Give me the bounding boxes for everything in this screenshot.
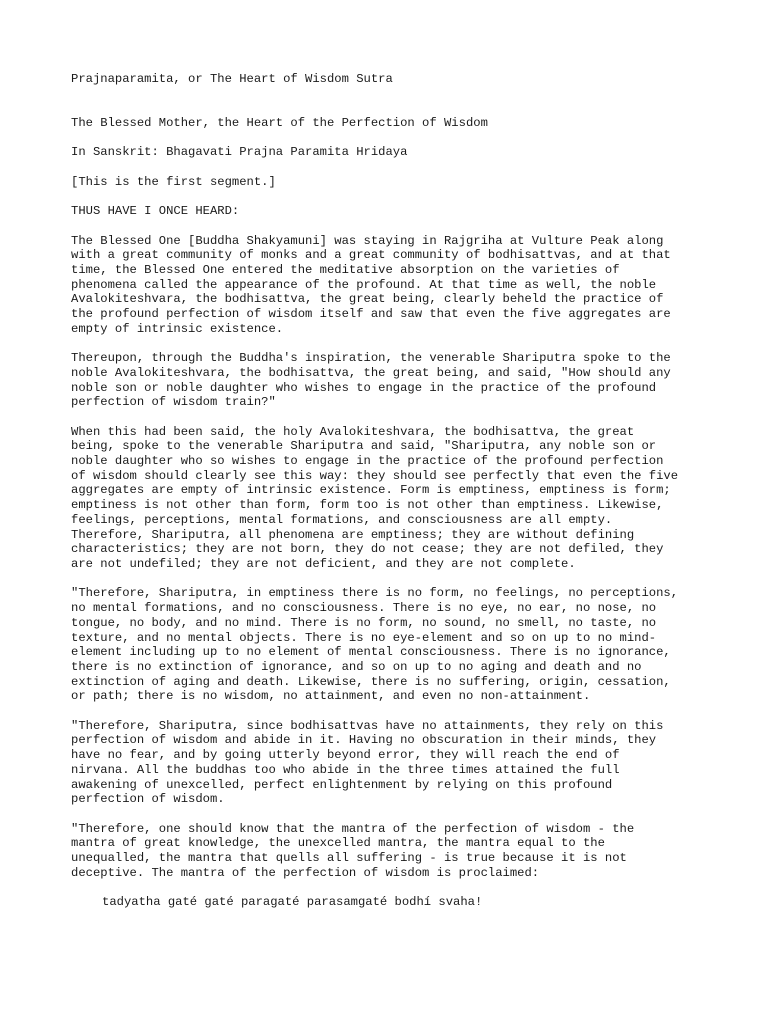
- opening-paragraph: THUS HAVE I ONCE HEARD:: [71, 204, 240, 219]
- document-title: Prajnaparamita, or The Heart of Wisdom Sutra: [71, 72, 393, 86]
- document-body: [71, 116, 711, 925]
- body-paragraph: "Therefore, Shariputra, in emptiness there is no form, no feelings, no perceptions, no mental formations, and no consciousness. There is no eye, no ear, no nose, no tongue, no body, and no mind. There is no form, no sound, no smell, no taste, no texture, and no mental objects. There is no eye-element and so on up to no mind- element including up to no element of mental consciousness. There is no ignorance, there is no extinction of ignorance, and so on up to no aging and death and no extinction of aging and death. Likewise, there is no suffering, origin, cessation, or path; there is no wisdom, no attainment, and even no non-attainment.: [71, 586, 679, 704]
- mantra-line: tadyatha gaté gaté paragaté parasamgaté bodhí svaha!: [102, 895, 483, 910]
- subtitle-paragraph: The Blessed Mother, the Heart of the Perfection of Wisdom: [71, 116, 488, 130]
- segment-note-paragraph: [This is the first segment.]: [71, 174, 276, 189]
- body-paragraph: The Blessed One [Buddha Shakyamuni] was staying in Rajgriha at Vulture Peak along with a great community of monks and a great community of bodhisattvas, and at that time, the Blessed One entered the meditative absorption on the varieties of phenomena called the appearance of the profound. At that time as well, the noble Avalokiteshvara, the bodhisattva, the great being, clearly beheld the practice of the profound perfection of wisdom itself and saw that even the five aggregates are empty of intrinsic existence.: [71, 233, 671, 336]
- sanskrit-title-paragraph: In Sanskrit: Bhagavati Prajna Paramita Hridaya: [71, 145, 408, 160]
- body-paragraph: "Therefore, one should know that the mantra of the perfection of wisdom - the mantra of great knowledge, the unexcelled mantra, the mantra equal to the unequalled, the mantra that quells all suffering - is true because it is not deceptive. The mantra of the perfection of wisdom is proclaimed:: [71, 821, 635, 880]
- body-paragraph: "Therefore, Shariputra, since bodhisattvas have no attainments, they rely on this perfection of wisdom and abide in it. Having no obscuration in their minds, they have no fear, and by going utterly beyond error, they will reach the end of nirvana. All the buddhas too who abide in the three times attained the full awakening of unexcelled, perfect enlightenment by relying on this profound perfection of wisdom.: [71, 718, 664, 807]
- body-paragraph: When this had been said, the holy Avalokiteshvara, the bodhisattva, the great being, spoke to the venerable Shariputra and said, "Shariputra, any noble son or noble daughter who so wishes to engage in the practice of the profound perfection of wisdom should clearly see this way: they should see perfectly that even the five aggregates are empty of intrinsic existence. Form is emptiness, emptiness is form; emptiness is not other than form, form too is not other than emptiness. Likewise, feelings, perceptions, mental formations, and consciousness are all empty. Therefore, Shariputra, all phenomena are emptiness; they are without defining characteristics; they are not born, they do not cease; they are not defiled, they are not undefiled; they are not deficient, and they are not complete.: [71, 424, 679, 571]
- body-paragraph: Thereupon, through the Buddha's inspiration, the venerable Shariputra spoke to the noble Avalokiteshvara, the bodhisattva, the great being, and said, "How should any noble son or noble daughter who wishes to engage in the practice of the profound perfection of wisdom train?": [71, 351, 671, 410]
